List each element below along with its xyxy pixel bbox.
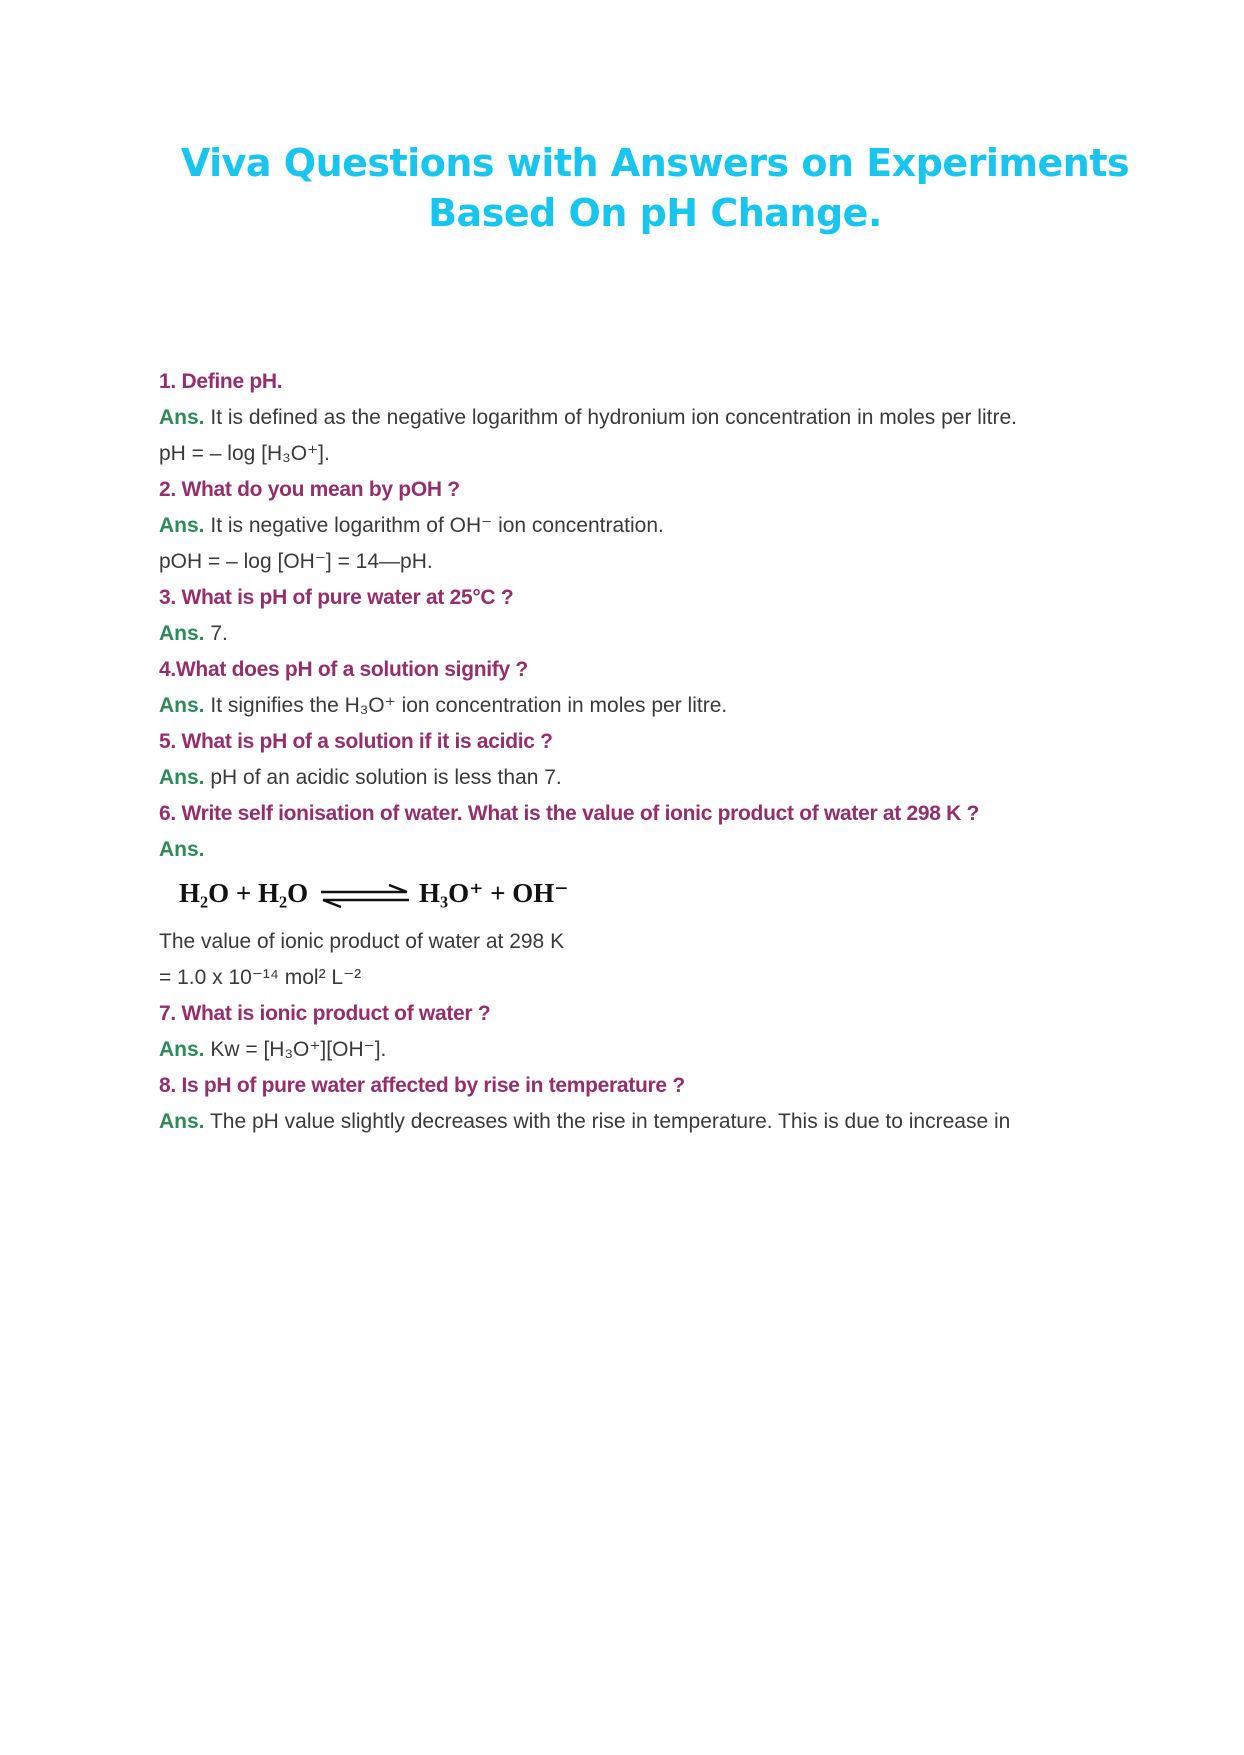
answer-8 — [159, 1104, 1159, 1140]
question-6: 6. Write self ionisation of water. What is the value of ionic product of water at 298 K ? — [159, 802, 980, 825]
answer-3 — [159, 616, 1159, 652]
answer-5 — [159, 760, 1159, 796]
ans-label: Ans. — [159, 838, 205, 861]
question-1: 1. Define pH. — [159, 370, 283, 393]
answer-7-text: Kw = [H₃O⁺][OH⁻]. — [210, 1038, 387, 1061]
answer-1-text: It is defined as the negative logarithm of hydronium ion concentration in moles per litre. — [210, 406, 1017, 429]
ionisation-equation — [159, 868, 1159, 924]
equation-rhs: H₃O⁺ + OH⁻ — [419, 878, 569, 908]
equation-lhs: H₂O + H₂O — [179, 878, 309, 908]
answer-1 — [159, 400, 1159, 436]
answer-6-line-1: The value of ionic product of water at 298 K — [159, 930, 565, 953]
ans-label: Ans. — [159, 694, 205, 717]
answer-4-text: It signifies the H₃O⁺ ion concentration in moles per litre. — [210, 694, 728, 717]
question-3: 3. What is pH of pure water at 25°C ? — [159, 586, 514, 609]
formula-1: pH = – log [H₃O⁺]. — [159, 442, 330, 465]
page-title: Viva Questions with Answers on Experiments Based On pH Change. — [180, 141, 1130, 235]
answer-4 — [159, 688, 1159, 724]
equilibrium-arrows-icon — [319, 884, 411, 908]
answer-6 — [159, 832, 1159, 868]
ans-label: Ans. — [159, 1038, 205, 1061]
question-4: 4.What does pH of a solution signify ? — [159, 658, 528, 681]
answer-3-text: 7. — [210, 622, 228, 645]
qa-content — [159, 364, 1159, 1140]
answer-2-text: It is negative logarithm of OH⁻ ion concentration. — [210, 514, 664, 537]
question-5: 5. What is pH of a solution if it is acidic ? — [159, 730, 553, 753]
ans-label: Ans. — [159, 622, 205, 645]
answer-7 — [159, 1032, 1159, 1068]
formula-2: pOH = – log [OH⁻] = 14—pH. — [159, 550, 433, 573]
ans-label: Ans. — [159, 766, 205, 789]
answer-6-line-2: = 1.0 x 10⁻¹⁴ mol² L⁻² — [159, 966, 362, 989]
question-8: 8. Is pH of pure water affected by rise in temperature ? — [159, 1074, 685, 1097]
answer-2 — [159, 508, 1159, 544]
answer-8-text: The pH value slightly decreases with the rise in temperature. This is due to increase in — [209, 1110, 1011, 1133]
ans-label: Ans. — [159, 1110, 205, 1133]
ans-label: Ans. — [159, 514, 205, 537]
ans-label: Ans. — [159, 406, 205, 429]
question-7: 7. What is ionic product of water ? — [159, 1002, 491, 1025]
question-2: 2. What do you mean by pOH ? — [159, 478, 460, 501]
answer-5-text: pH of an acidic solution is less than 7. — [210, 766, 562, 789]
